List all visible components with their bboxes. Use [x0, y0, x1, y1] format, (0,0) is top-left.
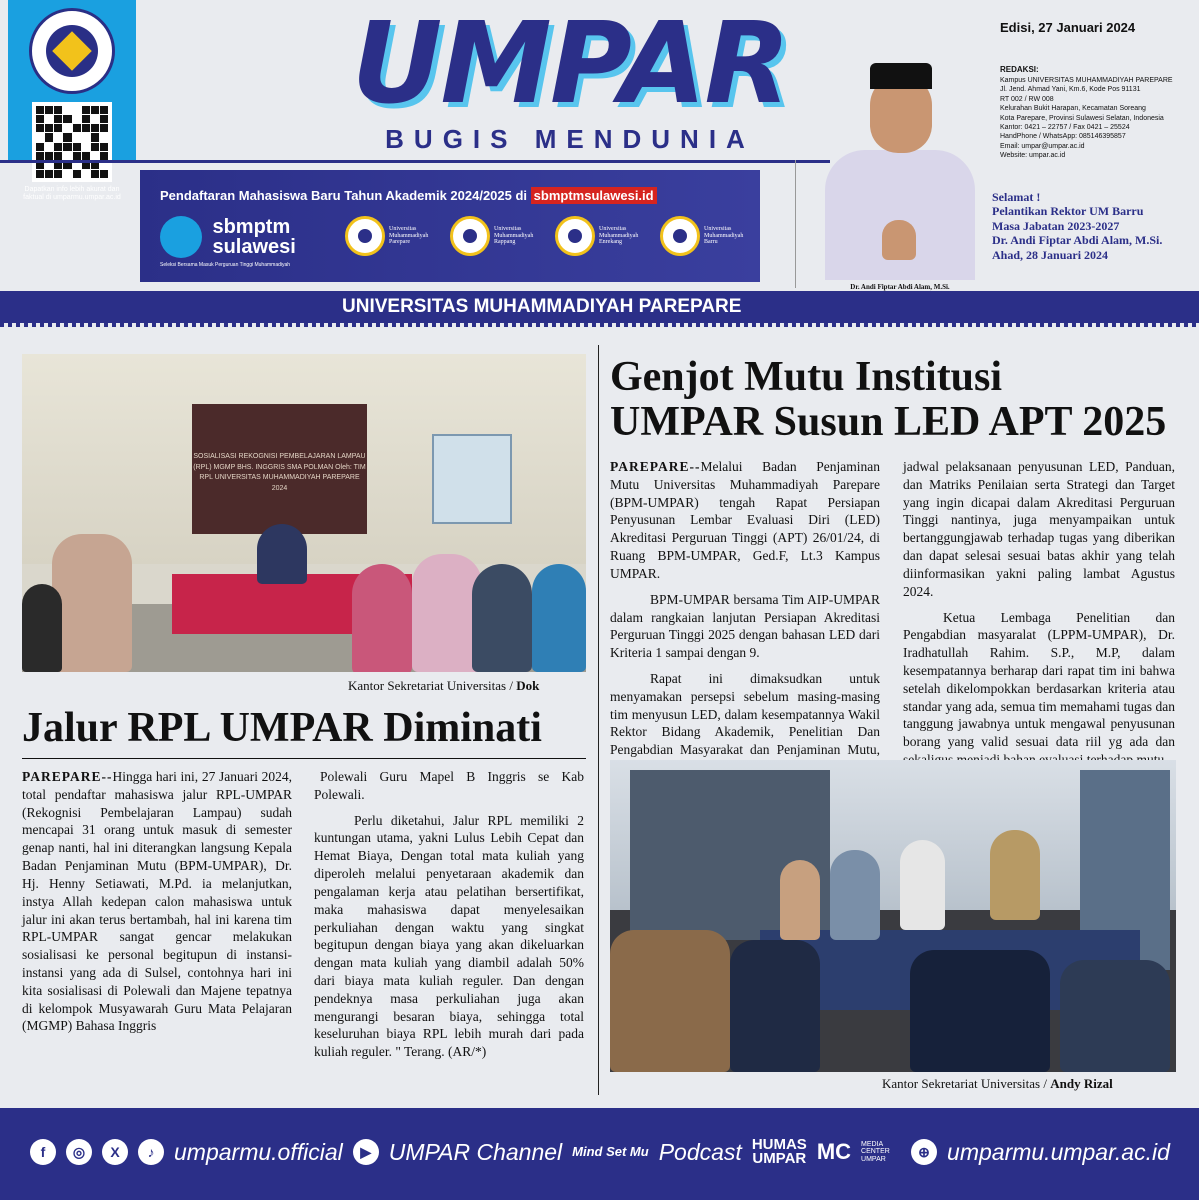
dotted-divider — [0, 323, 1199, 327]
left-article-photo — [22, 354, 586, 672]
column-divider — [598, 345, 599, 1095]
headline-rule — [22, 758, 586, 759]
right-body-1b: BPM-UMPAR bersama Tim AIP-UMPAR dalam rangkaian lanjutan Persiapan Akreditasi Perguruan Tinggi 2025 dengan bahasan LED dari Kriteria 1 sampai dengan 9. — [610, 591, 880, 661]
humas-logo: HUMAS UMPAR — [751, 1136, 807, 1168]
right-photo-caption: Kantor Sekretariat Universitas / Andy Rizal — [882, 1076, 1113, 1091]
right-body-2b: Ketua Lembaga Penelitian dan Pengabdian masyaralat (LPPM-UMPAR), Dr. Iradhatullah Rahim. S.P., M.P, dalam kesempatannya berharap dari rapat tim ini bahwa setelah dikelompokkan berdasarkan kriteria atau standar yang ada, semua tim memahami tugas dan tanggung jawabnya untuk mengawal penyusunan borang yang valid sesuai data riil yg ada dan — [903, 609, 1175, 750]
brand-line2: sulawesi — [212, 236, 296, 258]
instagram-icon[interactable]: ◎ — [66, 1139, 92, 1165]
right-headline-line2: UMPAR Susun LED APT 2025 — [610, 399, 1167, 446]
congrats-line: Ahad, 28 Januari 2024 — [992, 247, 1109, 262]
redaksi-website[interactable]: Website: umpar.ac.id — [1000, 152, 1066, 160]
globe-icon: ⊕ — [911, 1139, 937, 1165]
university-seal-icon — [345, 216, 385, 256]
banner-text: Pendaftaran Mahasiswa Baru Tahun Akademik 2024/2025 di sbmptmsulawesi.id — [160, 188, 657, 203]
tagline: BUGIS MENDUNIA — [385, 124, 755, 154]
right-body-1c: Rapat ini dimaksudkan untuk menyamakan persepsi sebelum masing-masing tim menyusun LED, dalam kesempatannya Wakil Rektor Bidang Akademik, Penelitian Dan Pengabdian Masyarakat dan Penjaminan Mutu, — [610, 670, 880, 758]
redaksi-email[interactable]: Email: umpar@umpar.ac.id — [1000, 142, 1085, 150]
footer — [0, 1108, 1199, 1200]
sbmptm-banner[interactable] — [140, 170, 760, 282]
projector-screen: SOSIALISASI REKOGNISI PEMBELAJARAN LAMPAU (RPL) MGMP BHS. INGGRIS SMA POLMAN Oleh: TIM RPL UNIVERSITAS MUHAMMADIYAH PAREPARE 2024 — [192, 404, 367, 534]
qr-code[interactable] — [32, 102, 112, 182]
left-headline: Jalur RPL UMPAR Diminati — [22, 705, 542, 751]
left-body-2a: Polewali Guru Mapel B Inggris se Kab Polewali. — [314, 769, 584, 802]
media-center-logo-icon: MC — [816, 1139, 852, 1165]
redaksi-line: Kampus UNIVERSITAS MUHAMMADIYAH PAREPARE — [1000, 76, 1173, 84]
portrait-caption: Dr. Andi Fiptar Abdi Alam, M.Si. — [850, 283, 950, 291]
right-headline — [610, 355, 1166, 446]
left-body-2b: Perlu diketahui, Jalur RPL memiliki 2 kuntungan utama, yakni Lulus Lebih Cepat dan Hemat Biaya, Dengan total mata kuliah yang diperoleh melalui penyetaraan akademik dan pengalaman kerja atau pelatihan bersertifikat, maka mahasiswa dapat menyelesaikan perkuliahan dengan waktu yang singkat begitupun dengan biaya yang akan dikeluarkan dengan mata kuliah yang diambil adalah 50% dari biaya mata kuliah reguler. Dan dengan pendeknya masa perkuliahan juga akan mengurangi besaran biaya, sehingga total keseluruhan biaya RPL lebih murah dari pada kuliah reguler. " Terang. (AR/*) — [314, 812, 584, 1060]
left-info-strip — [8, 0, 136, 202]
right-body-1a: Melalui Badan Penjaminan Mutu Universitas Muhammadiyah Parepare (BPM-UMPAR) tengah Rapat Persiapan Penyusunan Lembar Evaluasi Diri (LED) Akreditasi Perguruan Tinggi (APT) 26/01/24, di Ruang BPM-UMPAR, Ged.F, Lt.3 Kampus UMPAR. — [610, 459, 880, 581]
header-vertical-divider — [795, 160, 796, 288]
university-seal-icon — [450, 216, 490, 256]
university-seal-icon — [660, 216, 700, 256]
facebook-icon[interactable]: f — [30, 1139, 56, 1165]
left-photo-caption: Kantor Sekretariat Universitas / Dok — [348, 678, 540, 693]
edition-date: Edisi, 27 Januari 2024 — [1000, 20, 1136, 35]
left-column-1 — [22, 768, 292, 1035]
university-seal-icon — [555, 216, 595, 256]
right-column-2 — [903, 458, 1175, 769]
tiktok-icon[interactable]: ♪ — [138, 1139, 164, 1165]
podcast-label[interactable]: Podcast — [658, 1138, 742, 1165]
youtube-icon[interactable]: ▶ — [353, 1139, 379, 1165]
right-photo-credit: Andy Rizal — [1050, 1076, 1113, 1091]
brand-sub: Seleksi Bersama Masuk Perguruan Tinggi Muhammadiyah — [160, 262, 291, 268]
right-article-photo — [610, 760, 1176, 1072]
masthead — [300, 0, 840, 155]
right-body-2a: jadwal pelaksanaan penyusunan LED, Panduan, dan Matriks Penilaian serta Strategi dan Target yang ingin dicapai dalam Akreditasi Perguruan Tinggi nantinya, juga menyampaikan untuk bertanggungjawab terhadap tugas yang diberikan dan dapat selesai sesuai batas akhir yang telah diinformasikan yakni paling lambat Agustus 2024. — [903, 459, 1175, 599]
banner-link[interactable]: sbmptmsulawesi.id — [531, 187, 657, 204]
left-dateline: PAREPARE-- — [22, 769, 113, 784]
header-divider — [0, 160, 830, 163]
university-seal — [29, 8, 115, 94]
media-center-label: MEDIA CENTER UMPAR — [861, 1140, 890, 1164]
youtube-channel[interactable]: UMPAR Channel — [388, 1138, 563, 1165]
redaksi-line: Kelurahan Bukit Harapan, Kecamatan Soreang — [1000, 105, 1146, 113]
umpar-logo: UMPAR — [351, 0, 789, 129]
left-body-1: Hingga hari ini, 27 Januari 2024, total pendaftar mahasiswa jalur RPL-UMPAR (Rekognisi Pembelajaran Lampau) sudah mencapai 31 orang untuk masuk di semester genap nanti, hal ini diterangkan langsung Kepala Badan Penjaminan Mutu (BPM-UMPAR), Dr. Hj. Henny Setiawati, M.Pd. ia melanjutkan, instya Allah kedepan calon mahasiswa untuk jalur ini akan terus bertambah, hal ini karena tim RPL-UMPAR sangat gencar melakukan sosialisasi ke personal begitupun di instansi-instansi yang ada di Sulsel, contohnya hari ini kita sosialisasi di Polewali dan Majene tepatnya di kelompok Musyawarah Guru Mata Pelajaran (MGMP) Bahasa Inggris — [22, 769, 292, 1034]
congrats-line: Pelantikan Rektor UM Barru — [992, 204, 1144, 219]
congrats-line: Masa Jabatan 2023-2027 — [992, 218, 1120, 233]
mindset-logo: Mind Set Mu — [572, 1144, 649, 1160]
sbmptm-brand — [160, 216, 296, 258]
redaksi-line: HandPhone / WhatsApp: 085146395857 — [1000, 133, 1126, 141]
rector-portrait — [820, 55, 980, 290]
brand-line1: sbmptm — [212, 216, 291, 238]
left-photo-credit: Dok — [516, 678, 540, 693]
university-item: Universitas Muhammadiyah Barru — [660, 216, 755, 256]
congrats-line: Dr. Andi Fiptar Abdi Alam, M.Si. — [992, 233, 1163, 248]
right-dateline: PAREPARE-- — [610, 459, 701, 474]
left-column-2 — [314, 768, 584, 1061]
redaksi-line: Kantor: 0421 – 22757 / Fax 0421 – 25524 — [1000, 123, 1130, 131]
university-bar: UNIVERSITAS MUHAMMADIYAH PAREPARE — [0, 291, 1199, 323]
right-headline-line1: Genjot Mutu Institusi — [610, 354, 1003, 400]
right-column-1 — [610, 458, 880, 795]
strip-info-text: Dapatkan info lebih akurat dan faktual di umparmu.umpar.ac.id — [23, 186, 121, 202]
university-item: Universitas Muhammadiyah Parepare — [345, 216, 440, 256]
footer-website[interactable]: umparmu.umpar.ac.id — [947, 1138, 1170, 1165]
redaksi-line: Kota Parepare, Provinsi Sulawesi Selatan, Indonesia — [1000, 114, 1164, 122]
social-handle[interactable]: umparmu.official — [174, 1138, 343, 1165]
redaksi-block — [1000, 65, 1195, 161]
university-item: Universitas Muhammadiyah Enrekang — [555, 216, 650, 256]
congrats-notice — [992, 190, 1162, 262]
congrats-line: Selamat ! — [992, 190, 1041, 204]
redaksi-line: RT 002 / RW 008 — [1000, 95, 1054, 103]
x-twitter-icon[interactable]: X — [102, 1139, 128, 1165]
university-logos — [345, 216, 755, 256]
sbmptm-logo-icon — [160, 216, 202, 258]
university-item: Universitas Muhammadiyah Rappang — [450, 216, 545, 256]
redaksi-title: REDAKSI: — [1000, 65, 1039, 74]
redaksi-line: Jl. Jend. Ahmad Yani, Km.6, Kode Pos 91131 — [1000, 86, 1141, 94]
